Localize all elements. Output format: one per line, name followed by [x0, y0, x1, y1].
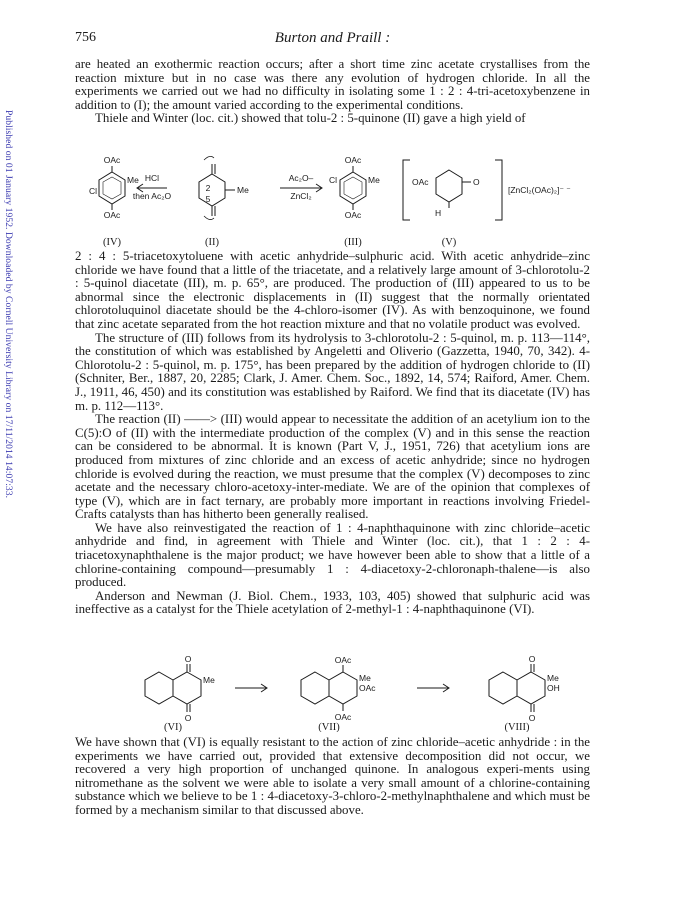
naphthalene-ring-VI-a: [145, 672, 173, 704]
compound-label: (VII): [318, 722, 340, 732]
paragraph: Anderson and Newman (J. Biol. Chem., 1933, 103, 405) showed that sulphuric acid was ineffective as a catalyst for the Thiele acetylation of 2-methyl-1 : 4-naphthaquinone (VI).: [75, 588, 590, 617]
compound-label: (VI): [163, 722, 183, 732]
naphthalene-ring-VIII-a: [489, 672, 517, 704]
compound-label: (VIII): [504, 722, 530, 732]
paragraph: Thiele and Winter (loc. cit.) showed that tolu-2 : 5-quinone (II) gave a high yield of: [95, 111, 526, 126]
arrow-2-reagent: Ac₂O–: [288, 173, 314, 183]
arrow-1-reagent: HCl: [144, 173, 160, 183]
group-o: O: [528, 713, 536, 723]
group-oac: OAc: [103, 155, 121, 165]
complex-bracket-left: [403, 160, 410, 220]
page-number: 756: [75, 30, 96, 45]
group-oac: OAc: [103, 210, 121, 220]
group-me: Me: [203, 675, 215, 685]
group-o: O: [184, 713, 192, 723]
counter-anion: [ZnCl₂(OAc)₂]⁻ ⁻: [508, 185, 571, 195]
text-block-3: [75, 736, 590, 818]
naphthalene-ring-VII-b: [329, 672, 357, 704]
group-oac: OAc: [412, 177, 429, 187]
quinone-ring-II: [199, 174, 225, 206]
paragraph: We have shown that (VI) is equally resistant to the action of zinc chloride–acetic anhydride : in the experiments we have carried out, provided that extensive decomposition did not occur, we recovered a very high proportion of unchanged quinone. In analogous experi-ments using nitromethane as the solvent we were able to isolate a very small amount of a chlorine-containing substance which we believe to be 1 : 4-diacetoxy-3-chloro-2-methylnaphthalene and which must be formed by a mechanism similar to that discussed above.: [75, 735, 590, 817]
ring-locant: 2: [205, 183, 211, 193]
group-cl: Cl: [329, 175, 338, 185]
page-header: [75, 30, 590, 50]
complex-bracket-right: [495, 160, 502, 220]
download-watermark-text: Published on 01 January 1952. Downloaded by Cornell University Library on 17/11/2014 14:07:33.: [3, 110, 14, 499]
text-block-1: [75, 58, 590, 126]
group-me: Me: [237, 185, 249, 195]
paragraph: The structure of (III) follows from its hydrolysis to 3-chlorotolu-2 : 5-quinol, m. p. 113—114°, the constitution of which was established by Angeletti and Oliverio (Gazzetta, 1940, 70, 342). 4-Chlorotolu-2 : 5-quinol, m. p. 175°, has been prepared by the addition of hydrogen chloride to (II) (Schniter, Ber., 1887, 20, 2285; Clark, J. Amer. Chem. Soc., 1892, 14, 574; Raiford, Amer. Chem. J., 1911, 46, 450) and its constitution was established by Raiford. We find that its diacetate (IV) has m. p. 112—113°.: [75, 330, 590, 413]
group-oh: OH: [547, 683, 560, 693]
naphthalene-ring-VII-a: [301, 672, 329, 704]
group-me: Me: [368, 175, 380, 185]
compound-label: (IV): [102, 237, 122, 248]
naphthalene-ring-VI-b: [173, 672, 201, 704]
running-head: Burton and Praill :: [274, 30, 391, 46]
group-o: O: [184, 656, 192, 664]
group-cl: Cl: [89, 186, 98, 196]
group-h: H: [435, 208, 442, 218]
arrow-1-conditions: then Ac₂O: [132, 191, 172, 201]
ring-V: [436, 170, 462, 202]
compound-label: (V): [441, 237, 457, 248]
group-oac: OAc: [359, 683, 376, 693]
group-me: Me: [127, 175, 139, 185]
scheme-2-drawing: [75, 656, 605, 732]
group-o: O: [528, 656, 536, 664]
ring-locant: 5: [205, 194, 211, 204]
download-watermark: [2, 110, 16, 580]
group-oac: OAc: [334, 656, 352, 665]
naphthalene-ring-VIII-b: [517, 672, 545, 704]
scheme-1-drawing: [75, 150, 605, 250]
compound-label: (III): [344, 237, 362, 248]
group-o: O: [473, 177, 480, 187]
group-me: Me: [359, 673, 371, 683]
paragraph: We have also reinvestigated the reaction of 1 : 4-naphthaquinone with zinc chloride–acetic anhydride and find, in agreement with Thiele and Winter (loc. cit.), that 1 : 2 : 4-triacetoxynaphthalene is the major product; we have however been able to show that a little of a chlorine-containing compound—presumably 1 : 4-diacetoxy-2-chloronaph-thalene—is also produced.: [75, 520, 590, 590]
group-me: Me: [547, 673, 559, 683]
text-block-2: [75, 250, 590, 617]
paragraph: are heated an exothermic reaction occurs; after a short time zinc acetate crystallises from the reaction mixture but in no case was there any evolution of hydrogen chloride. In all the experiments we carried out we had no difficulty in isolating some 1 : 2 : 4-tri-acetoxybenzene in addition to (I); the amount varied according to the experimental conditions.: [75, 57, 590, 112]
reaction-scheme-2: [75, 656, 605, 732]
paragraph: The reaction (II) ——> (III) would appear to necessitate the addition of an acetylium ion to the C(5):O of (II) with the intermediate production of the complex (V) and in this sense the reaction can be considered to be abnormal. It is known (Part V, J., 1951, 726) that acetylium ions are produced from mixtures of zinc chloride and an excess of acetic anhydride; since no hydrogen chloride is evolved during the reaction, we must presume that the complex (V) decomposes to zinc acetate and the necessary chloro-acetoxy-inter-mediate. We are of the opinion that complexes of type (V), which are in fact ternary, are probably more important in reactions involving Friedel-Crafts catalysts than has hitherto been generally realised.: [75, 412, 590, 522]
group-oac: OAc: [344, 155, 362, 165]
compound-label: (II): [205, 237, 219, 248]
group-oac: OAc: [344, 210, 362, 220]
reaction-scheme-1: [75, 150, 605, 250]
arrow-2-catalyst: ZnCl₂: [290, 191, 312, 201]
group-oac: OAc: [334, 712, 352, 722]
paragraph: 2 : 4 : 5-triacetoxytoluene with acetic anhydride–sulphuric acid. With acetic anhydride–zinc chloride we have found that a little of the triacetate, and a relatively large amount of 3-chlorotolu-2 : 5-quinol diacetate (III), m. p. 65°, are produced. The production of (III) appeared to us to be abnormal since the electronic displacements in (II) suggest that the normally orientated chlorotoluquinol diacetate should be the 4-chloro-isomer (IV). As with benzoquinone, we found that zinc acetate separated from the hot reaction mixture and that no volatile product was evolved.: [75, 249, 590, 331]
aromatic-circle-IV: [103, 177, 121, 199]
